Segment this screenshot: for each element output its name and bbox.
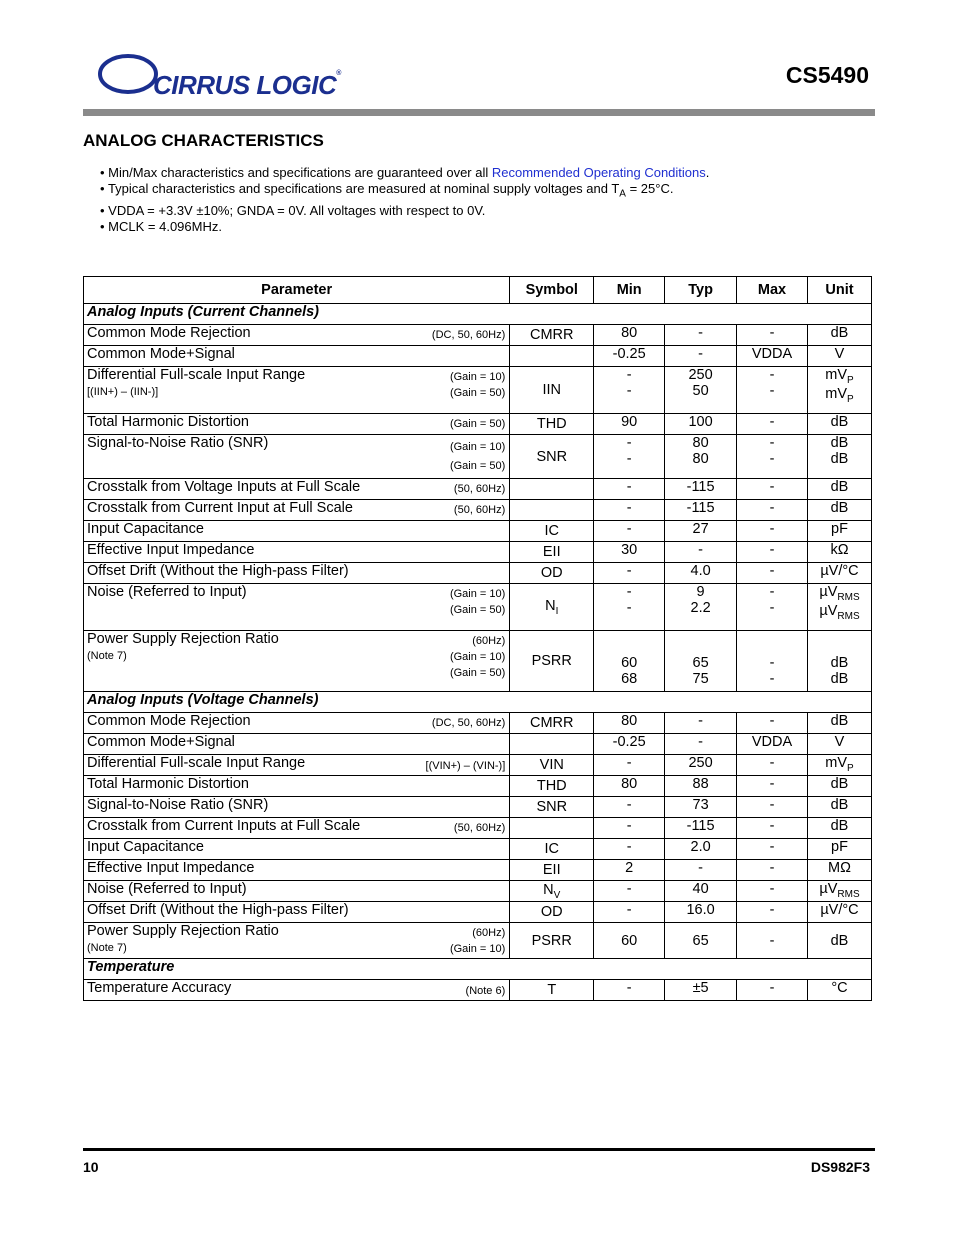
- table-cell: V: [807, 734, 871, 755]
- table-cell: -: [594, 839, 665, 860]
- table-cell: 2.0: [665, 839, 737, 860]
- table-cell: µV/°C: [807, 563, 871, 584]
- table-cell: -: [737, 881, 808, 902]
- table-cell: [510, 479, 594, 500]
- table-cell: - -: [594, 367, 665, 414]
- table-cell: -: [737, 479, 808, 500]
- table-cell: dB: [807, 797, 871, 818]
- table-cell: -: [737, 980, 808, 1001]
- table-cell: Power Supply Rejection Ratio (Note 7) (60Hz) (Gain = 10) (Gain = 50): [84, 631, 510, 692]
- table-cell: 60 68: [594, 631, 665, 692]
- table-cell: $N_V$: [510, 881, 594, 902]
- table-cell: Common Mode+Signal: [84, 734, 510, 755]
- table-cell: 250 50: [665, 367, 737, 414]
- table-cell: Effective Input Impedance: [84, 860, 510, 881]
- table-cell: -: [737, 839, 808, 860]
- table-cell: -: [594, 755, 665, 776]
- section-row: [84, 304, 872, 325]
- table-cell: µV/°C: [807, 902, 871, 923]
- table-cell: 88: [665, 776, 737, 797]
- table-cell: PSRR: [510, 631, 594, 692]
- table-cell: 65 75: [665, 631, 737, 692]
- table-cell: dB: [807, 776, 871, 797]
- table-cell: [510, 734, 594, 755]
- table-cell: -: [665, 542, 737, 563]
- table-cell: OD: [510, 563, 594, 584]
- table-cell: -: [665, 734, 737, 755]
- table-cell: -0.25: [594, 346, 665, 367]
- table-cell: Effective Input Impedance: [84, 542, 510, 563]
- table-cell: MΩ: [807, 860, 871, 881]
- table-cell: -: [594, 479, 665, 500]
- table-cell: 80: [594, 776, 665, 797]
- table-cell: Common Mode+Signal: [84, 346, 510, 367]
- table-cell: -: [737, 755, 808, 776]
- table-cell: 27: [665, 521, 737, 542]
- table-cell: -: [737, 902, 808, 923]
- table-cell: pF: [807, 839, 871, 860]
- table-cell: Analog Inputs (Current Channels): [84, 304, 872, 325]
- table-row: [84, 980, 872, 1001]
- header-rule: [83, 109, 875, 116]
- col-unit: Unit: [807, 277, 871, 304]
- document-id: DS982F3: [810, 1159, 870, 1175]
- table-cell: -: [737, 500, 808, 521]
- table-row: [84, 435, 872, 479]
- table-cell: -: [737, 563, 808, 584]
- table-cell: µV$_{RMS}$ µV$_{RMS}$: [807, 584, 871, 631]
- table-cell: -: [737, 776, 808, 797]
- table-cell: Signal-to-Noise Ratio (SNR): [84, 797, 510, 818]
- table-cell: 80: [594, 325, 665, 346]
- table-row: [84, 500, 872, 521]
- table-row: [84, 881, 872, 902]
- table-cell: [510, 346, 594, 367]
- table-cell: -115: [665, 479, 737, 500]
- table-cell: OD: [510, 902, 594, 923]
- table-cell: -115: [665, 818, 737, 839]
- table-cell: Total Harmonic Distortion (Gain = 50): [84, 414, 510, 435]
- table-cell: Analog Inputs (Voltage Channels): [84, 692, 872, 713]
- col-parameter: Parameter: [84, 277, 510, 304]
- conditions-list: [100, 165, 709, 235]
- table-cell: EII: [510, 860, 594, 881]
- table-cell: -: [665, 346, 737, 367]
- table-cell: 80 80: [665, 435, 737, 479]
- table-cell: 30: [594, 542, 665, 563]
- table-cell: 60: [594, 923, 665, 959]
- table-row: [84, 325, 872, 346]
- table-cell: V: [807, 346, 871, 367]
- table-cell: -: [594, 563, 665, 584]
- table-cell: 100: [665, 414, 737, 435]
- table-cell: Common Mode Rejection (DC, 50, 60Hz): [84, 325, 510, 346]
- table-cell: VIN: [510, 755, 594, 776]
- table-cell: -: [737, 713, 808, 734]
- section-row: [84, 959, 872, 980]
- table-cell: Crosstalk from Voltage Inputs at Full Scale (50, 60Hz): [84, 479, 510, 500]
- table-cell: 9 2.2: [665, 584, 737, 631]
- table-row: [84, 584, 872, 631]
- table-cell: IC: [510, 839, 594, 860]
- table-cell: PSRR: [510, 923, 594, 959]
- table-cell: THD: [510, 414, 594, 435]
- table-cell: $mV_P$: [807, 755, 871, 776]
- table-cell: -: [737, 818, 808, 839]
- table-cell: -: [665, 713, 737, 734]
- header-row: [84, 277, 872, 304]
- table-cell: Differential Full-scale Input Range [(VIN+) – (VIN-)]: [84, 755, 510, 776]
- table-cell: Noise (Referred to Input): [84, 881, 510, 902]
- table-cell: °C: [807, 980, 871, 1001]
- table-cell: -: [737, 325, 808, 346]
- table-cell: 16.0: [665, 902, 737, 923]
- table-cell: -: [737, 923, 808, 959]
- table-cell: [510, 500, 594, 521]
- table-cell: - -: [737, 435, 808, 479]
- section-row: [84, 692, 872, 713]
- table-cell: Common Mode Rejection (DC, 50, 60Hz): [84, 713, 510, 734]
- table-row: [84, 734, 872, 755]
- table-cell: [510, 818, 594, 839]
- footer-rule: [83, 1148, 875, 1151]
- table-cell: -: [594, 881, 665, 902]
- table-cell: VDDA: [737, 734, 808, 755]
- table-cell: - -: [737, 367, 808, 414]
- table-cell: -: [737, 860, 808, 881]
- table-cell: Differential Full-scale Input Range [(IIN+) – (IIN-)] (Gain = 10) (Gain = 50): [84, 367, 510, 414]
- table-cell: dB dB: [807, 631, 871, 692]
- table-cell: 65: [665, 923, 737, 959]
- table-cell: dB: [807, 713, 871, 734]
- table-cell: -: [665, 860, 737, 881]
- table-cell: - -: [737, 631, 808, 692]
- table-cell: -: [594, 500, 665, 521]
- table-cell: Temperature: [84, 959, 872, 980]
- table-cell: Offset Drift (Without the High-pass Filter): [84, 902, 510, 923]
- table-row: [84, 755, 872, 776]
- recommended-conditions-link[interactable]: Recommended Operating Conditions: [491, 165, 706, 180]
- table-cell: T: [510, 980, 594, 1001]
- table-cell: -: [594, 818, 665, 839]
- table-cell: -: [737, 542, 808, 563]
- table-cell: dB: [807, 325, 871, 346]
- table-cell: IIN: [510, 367, 594, 414]
- section-title: ANALOG CHARACTERISTICS: [83, 131, 324, 150]
- table-row: [84, 479, 872, 500]
- table-cell: dB: [807, 818, 871, 839]
- table-cell: -: [594, 797, 665, 818]
- table-cell: Crosstalk from Current Inputs at Full Scale (50, 60Hz): [84, 818, 510, 839]
- table-row: [84, 839, 872, 860]
- table-row: [84, 818, 872, 839]
- table-cell: kΩ: [807, 542, 871, 563]
- table-cell: dB: [807, 479, 871, 500]
- table-cell: Noise (Referred to Input) (Gain = 10) (Gain = 50): [84, 584, 510, 631]
- table-cell: -: [594, 902, 665, 923]
- table-cell: EII: [510, 542, 594, 563]
- col-typ: Typ: [665, 277, 737, 304]
- table-row: [84, 631, 872, 692]
- table-cell: 40: [665, 881, 737, 902]
- table-cell: THD: [510, 776, 594, 797]
- table-cell: -: [737, 521, 808, 542]
- table-cell: Power Supply Rejection Ratio (Note 7) (60Hz) (Gain = 10): [84, 923, 510, 959]
- table-cell: SNR: [510, 435, 594, 479]
- table-row: [84, 902, 872, 923]
- table-cell: -: [737, 414, 808, 435]
- table-row: [84, 713, 872, 734]
- table-cell: 250: [665, 755, 737, 776]
- table-cell: -: [665, 325, 737, 346]
- table-row: [84, 521, 872, 542]
- table-cell: µV$_{RMS}$: [807, 881, 871, 902]
- table-cell: - -: [594, 435, 665, 479]
- table-row: [84, 346, 872, 367]
- table-cell: 4.0: [665, 563, 737, 584]
- col-max: Max: [737, 277, 808, 304]
- table-cell: $mV_P$ $mV_P$: [807, 367, 871, 414]
- table-cell: - -: [737, 584, 808, 631]
- bullet-1: • Min/Max characteristics and specifications are guaranteed over all Recommended Operating Conditions.: [100, 165, 710, 180]
- table-cell: -: [594, 521, 665, 542]
- table-cell: $N_I$: [510, 584, 594, 631]
- table-cell: 73: [665, 797, 737, 818]
- table-cell: Crosstalk from Current Input at Full Scale (50, 60Hz): [84, 500, 510, 521]
- page-number: 10: [83, 1159, 99, 1175]
- table-cell: Total Harmonic Distortion: [84, 776, 510, 797]
- table-row: [84, 797, 872, 818]
- table-cell: CMRR: [510, 713, 594, 734]
- col-min: Min: [594, 277, 665, 304]
- logo-wordmark: CIRRUS LOGIC®: [153, 70, 341, 100]
- col-symbol: Symbol: [510, 277, 594, 304]
- table-row: [84, 860, 872, 881]
- table-cell: CMRR: [510, 325, 594, 346]
- table-cell: Input Capacitance: [84, 521, 510, 542]
- table-row: [84, 367, 872, 414]
- table-cell: dB: [807, 500, 871, 521]
- table-row: [84, 776, 872, 797]
- table-cell: dB: [807, 414, 871, 435]
- bullet-3: • VDDA = +3.3V ±10%; GNDA = 0V. All voltages with respect to 0V.: [100, 202, 486, 218]
- table-cell: 90: [594, 414, 665, 435]
- table-cell: - -: [594, 584, 665, 631]
- bullet-2: • Typical characteristics and specifications are measured at nominal supply voltages and $T_A = 25^\circ C$.: [100, 181, 674, 200]
- table-row: [84, 563, 872, 584]
- table-cell: -115: [665, 500, 737, 521]
- table-cell: ±5: [665, 980, 737, 1001]
- table-row: [84, 923, 872, 959]
- table-cell: -: [594, 980, 665, 1001]
- analog-characteristics-table: [83, 276, 872, 1001]
- table-row: [84, 414, 872, 435]
- table-cell: 2: [594, 860, 665, 881]
- table-cell: Signal-to-Noise Ratio (SNR) (Gain = 10) (Gain = 50): [84, 435, 510, 479]
- table-cell: VDDA: [737, 346, 808, 367]
- table-cell: SNR: [510, 797, 594, 818]
- table-row: [84, 542, 872, 563]
- table-cell: pF: [807, 521, 871, 542]
- table-cell: dB: [807, 923, 871, 959]
- table-cell: Input Capacitance: [84, 839, 510, 860]
- table-cell: dB dB: [807, 435, 871, 479]
- table-cell: IC: [510, 521, 594, 542]
- table-cell: -: [737, 797, 808, 818]
- table-cell: Offset Drift (Without the High-pass Filter): [84, 563, 510, 584]
- part-number: CS5490: [785, 62, 869, 88]
- table-cell: 80: [594, 713, 665, 734]
- table-cell: -0.25: [594, 734, 665, 755]
- table-cell: Temperature Accuracy (Note 6): [84, 980, 510, 1001]
- bullet-4: • MCLK = 4.096MHz.: [100, 218, 222, 234]
